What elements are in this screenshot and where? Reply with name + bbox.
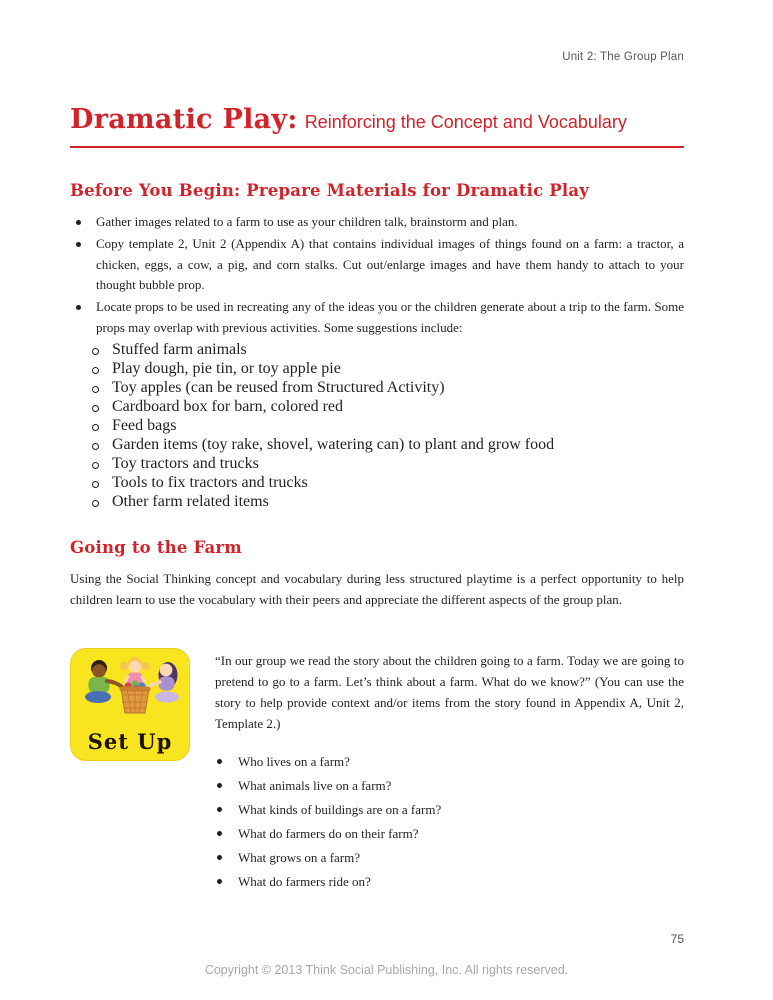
bullet-icon	[217, 807, 222, 812]
set-up-section	[70, 648, 684, 895]
question-text: What animals live on a farm?	[238, 777, 392, 793]
bullet-text: Gather images related to a farm to use as your children talk, brainstorm and plan.	[96, 214, 518, 229]
bullet-icon	[217, 831, 222, 836]
props-sub-bullet-list	[70, 341, 684, 511]
sub-bullet-text: Tools to fix tractors and trucks	[112, 473, 308, 491]
set-up-quote-paragraph: “In our group we read the story about the children going to a farm. Today we are going to pretend to go to a farm. Let’s think about a farm. What do we know?” (You can use the story to help provide context and/or items from the story found in Appendix A, Unit 2, Template 2.)	[215, 652, 684, 731]
sub-bullet-text: Other farm related items	[112, 492, 269, 510]
list-item	[70, 455, 684, 473]
open-circle-bullet-icon	[92, 443, 99, 450]
question-text: What do farmers ride on?	[238, 874, 371, 890]
bullet-icon	[217, 879, 222, 884]
open-circle-bullet-icon	[92, 424, 99, 431]
bullet-text: Copy template 2, Unit 2 (Appendix A) that contains individual images of things found on a farm: a tractor, a chicken, eggs, a cow, a pig, and corn stalks. Cut out/enlarge images and have them handy to attach to your thought bubble prop.	[96, 235, 684, 293]
open-circle-bullet-icon	[92, 481, 99, 488]
list-item	[70, 493, 684, 511]
list-item	[215, 871, 684, 892]
page-content	[70, 181, 684, 895]
list-item	[70, 379, 684, 397]
list-item	[70, 297, 684, 339]
running-header: Unit 2: The Group Plan	[562, 51, 684, 63]
section-heading-going-to-the-farm: Going to the Farm	[70, 537, 242, 557]
set-up-label: Set Up	[87, 728, 173, 754]
farm-questions-list	[215, 751, 684, 892]
section-heading-before-you-begin: Before You Begin: Prepare Materials for Dramatic Play	[70, 181, 590, 200]
question-text: What grows on a farm?	[238, 850, 361, 866]
list-item	[215, 775, 684, 796]
list-item	[70, 398, 684, 416]
bullet-text: Locate props to be used in recreating any of the ideas you or the children generate about a trip to the farm. Some props may overlap with previous activities. Some suggestions include:	[96, 299, 684, 335]
list-item	[70, 360, 684, 378]
sub-bullet-text: Toy tractors and trucks	[112, 454, 259, 472]
question-text: What do farmers do on their farm?	[238, 825, 419, 841]
sub-bullet-text: Toy apples (can be reused from Structured Activity)	[112, 378, 445, 396]
list-item	[215, 847, 684, 868]
page-title-main: Dramatic Play:	[70, 104, 298, 135]
bullet-icon	[76, 220, 81, 225]
list-item	[215, 751, 684, 772]
set-up-badge	[70, 648, 190, 761]
sub-bullet-text: Garden items (toy rake, shovel, watering can) to plant and grow food	[112, 435, 555, 453]
question-text: What kinds of buildings are on a farm?	[238, 801, 442, 817]
open-circle-bullet-icon	[92, 348, 99, 355]
materials-bullet-list	[70, 212, 684, 339]
list-item	[215, 799, 684, 820]
set-up-text-column	[215, 648, 684, 895]
open-circle-bullet-icon	[92, 367, 99, 374]
page-number: 75	[670, 932, 684, 946]
bullet-icon	[217, 855, 222, 860]
sub-bullet-text: Stuffed farm animals	[112, 340, 247, 358]
list-item	[215, 823, 684, 844]
open-circle-bullet-icon	[92, 405, 99, 412]
question-text: Who lives on a farm?	[238, 753, 350, 769]
bullet-icon	[217, 759, 222, 764]
list-item	[70, 341, 684, 359]
bullet-icon	[76, 305, 81, 310]
open-circle-bullet-icon	[92, 462, 99, 469]
bullet-icon	[76, 242, 81, 247]
page-title	[70, 104, 684, 148]
open-circle-bullet-icon	[92, 386, 99, 393]
list-item	[70, 212, 684, 233]
sub-bullet-text: Play dough, pie tin, or toy apple pie	[112, 359, 341, 377]
list-item	[70, 417, 684, 435]
sub-bullet-text: Feed bags	[112, 416, 177, 434]
page-title-subtitle: Reinforcing the Concept and Vocabulary	[304, 112, 627, 132]
copyright-notice: Copyright © 2013 Think Social Publishing, Inc. All rights reserved.	[204, 963, 569, 977]
going-to-the-farm-paragraph: Using the Social Thinking concept and vocabulary during less structured playtime is a perfect opportunity to help children learn to use the vocabulary with their peers and appreciate the different aspects of the group plan.	[70, 570, 684, 608]
open-circle-bullet-icon	[92, 500, 99, 507]
bullet-icon	[217, 783, 222, 788]
list-item	[70, 234, 684, 296]
list-item	[70, 474, 684, 492]
sub-bullet-text: Cardboard box for barn, colored red	[112, 397, 344, 415]
children-around-basket-icon	[75, 655, 185, 723]
list-item	[70, 436, 684, 454]
